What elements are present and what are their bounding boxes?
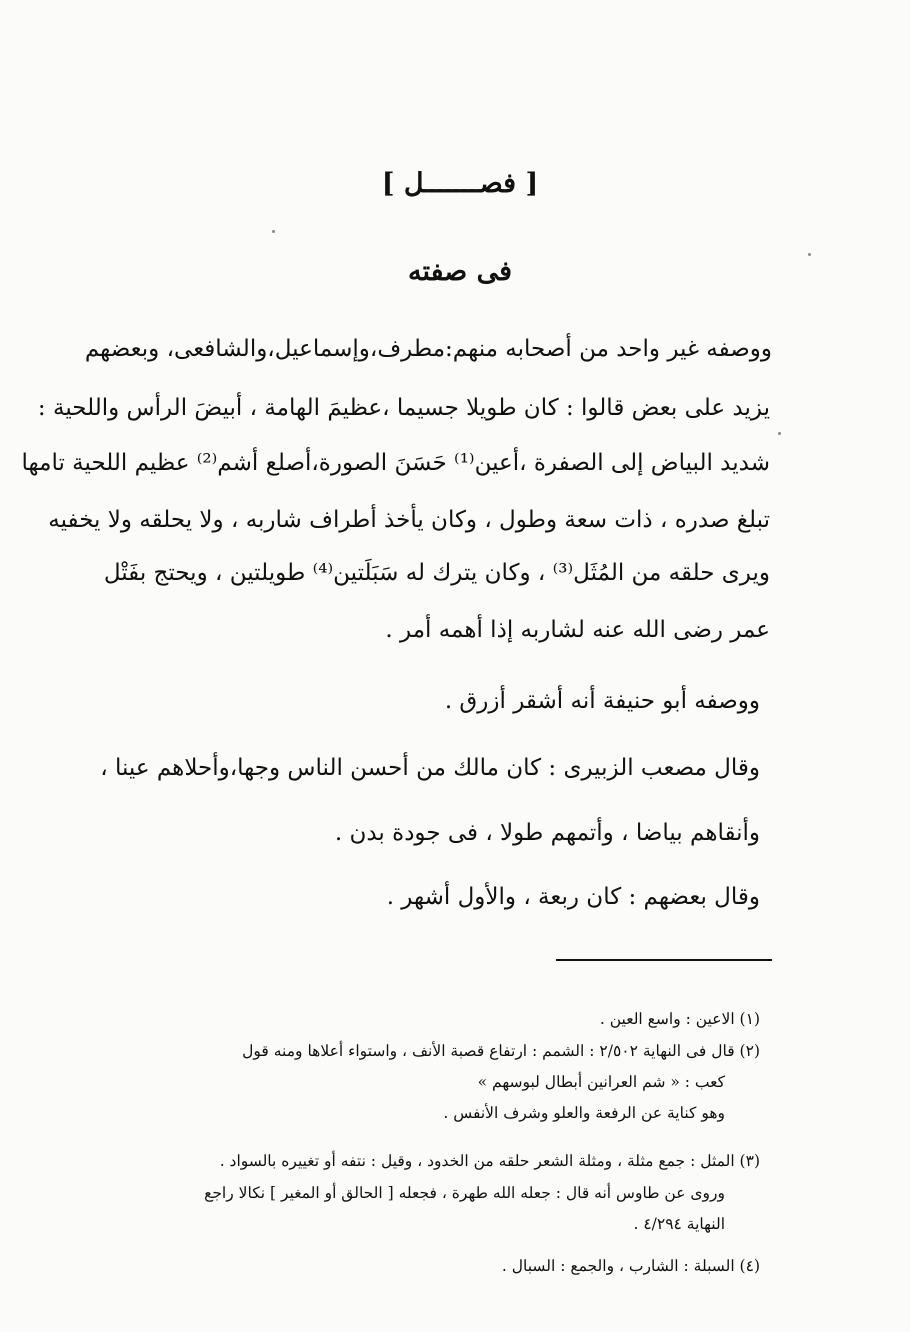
body-line-7: ووصفه أبو حنيفة أنه أشقر أزرق . — [444, 688, 760, 714]
scan-speck — [778, 432, 781, 435]
footnote-1: (١) الاعين : واسع العين . — [599, 1010, 760, 1028]
body-line-8: وقال مصعب الزبيرى : كان مالك من أحسن الناس وجها،وأحلاهم عينا ، — [100, 755, 760, 781]
scan-speck — [808, 253, 811, 256]
section-subheading: فى صفته — [407, 256, 513, 287]
body-line-9: وأنقاهم بياضا ، وأتمهم طولا ، فى جودة بدن . — [334, 820, 760, 846]
section-heading: [ فصـــــــل ] — [381, 168, 539, 199]
footnote-4: (٤) السبلة : الشارب ، والجمع : السبال . — [501, 1257, 760, 1275]
footnote-3: (٣) المثل : جمع مثلة ، ومثلة الشعر حلقه من الخدود ، وقيل : نتفه أو تغييره بالسواد . — [219, 1152, 760, 1170]
body-line-4: تبلغ صدره ، ذات سعة وطول ، وكان يأخذ أطراف شاربه ، ولا يحلقه ولا يخفيه — [48, 507, 770, 533]
footnote-2: (٢) قال فى النهاية ٢/٥٠٢ : الشمم : ارتفاع قصبة الأنف ، واستواء أعلاها ومنه قول — [242, 1042, 760, 1060]
footnote-3-cont-1: وروى عن طاوس أنه قال : جعله الله طهرة ، فجعله [ الحالق أو المغير ] نكالا راجع — [204, 1184, 725, 1202]
body-line-5: ويرى حلقه من المُثَل⁽³⁾ ، وكان يترك له سَبَلَتين⁽⁴⁾ طويلتين ، ويحتج بفَتْل — [103, 560, 770, 586]
body-line-10: وقال بعضهم : كان ربعة ، والأول أشهر . — [386, 884, 760, 910]
footnote-2-cont-1: كعب : « شم العرانين أبطال لبوسهم » — [477, 1073, 725, 1091]
body-line-1: ووصفه غير واحد من أصحابه منهم:مطرف،وإسماعيل،والشافعى، وبعضهم — [84, 336, 772, 362]
scan-speck — [272, 230, 275, 233]
footnote-separator — [556, 959, 772, 961]
body-line-6: عمر رضى الله عنه لشاربه إذا أهمه أمر . — [385, 617, 770, 643]
body-line-2: يزيد على بعض قالوا : كان طويلا جسيما ،عظيمَ الهامة ، أبيضَ الرأس واللحية : — [37, 395, 770, 421]
footnote-2-cont-2: وهو كناية عن الرفعة والعلو وشرف الأنفس . — [443, 1104, 725, 1122]
body-line-3: شديد البياض إلى الصفرة ،أعين⁽¹⁾ حَسَنَ الصورة،أصلع أشم⁽²⁾ عظيم اللحية تامها — [21, 450, 770, 476]
footnote-3-cont-2: النهاية ٤/٢٩٤ . — [633, 1215, 725, 1233]
